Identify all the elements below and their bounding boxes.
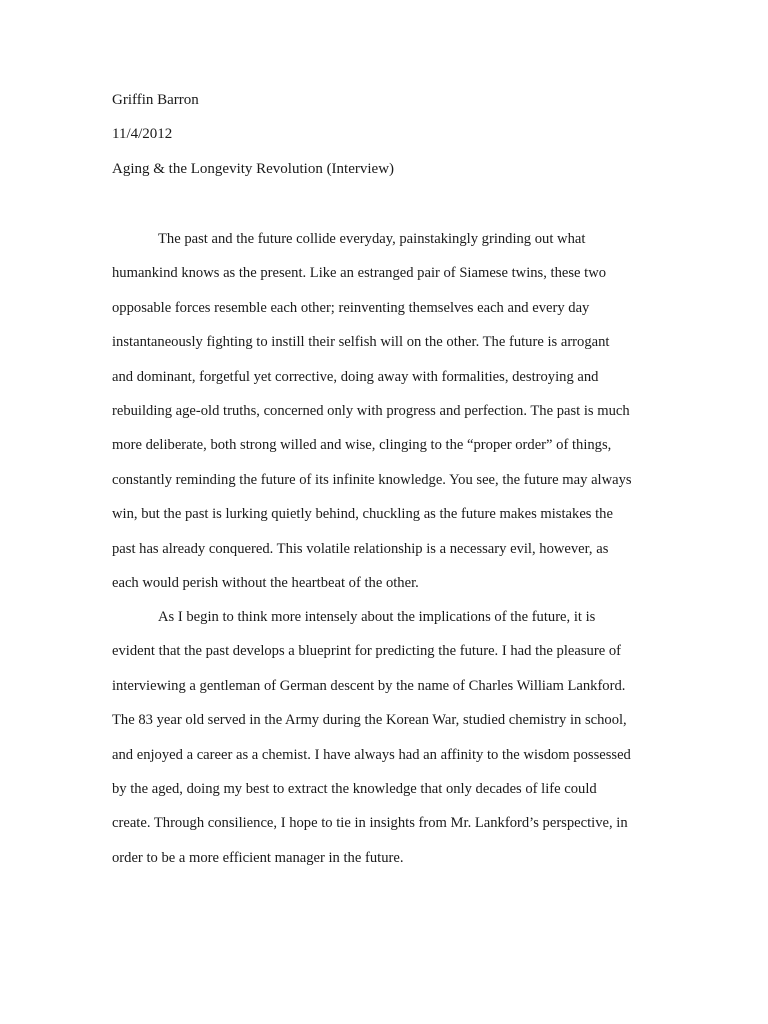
paragraph-line: constantly reminding the future of its infinite knowledge. You see, the future may always bbox=[112, 471, 632, 488]
paragraph-line: by the aged, doing my best to extract the knowledge that only decades of life could bbox=[112, 781, 597, 797]
paragraph-line: humankind knows as the present. Like an estranged pair of Siamese twins, these two bbox=[112, 265, 607, 282]
paragraph-line: past has already conquered. This volatile relationship is a necessary evil, however, as bbox=[112, 540, 609, 557]
paragraph-line: each would perish without the heartbeat of the other. bbox=[112, 575, 419, 591]
paragraph-line: and enjoyed a career as a chemist. I have always had an affinity to the wisdom possessed bbox=[112, 746, 631, 763]
paragraph-line: create. Through consilience, I hope to tie in insights from Mr. Lankford’s perspective, in bbox=[112, 815, 628, 832]
paragraph-line: rebuilding age-old truths, concerned only with progress and perfection. The past is much bbox=[112, 403, 630, 419]
document-date: 11/4/2012 bbox=[112, 126, 173, 142]
paragraph-line: evident that the past develops a blueprint for predicting the future. I had the pleasure of bbox=[112, 643, 621, 660]
author-name: Griffin Barron bbox=[112, 92, 199, 108]
paragraph-line: and dominant, forgetful yet corrective, doing away with formalities, destroying and bbox=[112, 368, 599, 385]
paragraph-line: opposable forces resemble each other; reinventing themselves each and every day bbox=[112, 299, 590, 316]
paragraph-line: instantaneously fighting to instill their selfish will on the other. The future is arrogant bbox=[112, 334, 610, 351]
paragraph-line: The past and the future collide everyday, painstakingly grinding out what bbox=[158, 231, 586, 247]
paragraph-line: win, but the past is lurking quietly behind, chuckling as the future makes mistakes the bbox=[112, 506, 613, 523]
paragraph-line: more deliberate, both strong willed and wise, clinging to the “proper order” of things, bbox=[112, 437, 612, 454]
paragraph-line: interviewing a gentleman of German descent by the name of Charles William Lankford. bbox=[112, 677, 626, 694]
paragraph-line: As I begin to think more intensely about the implications of the future, it is bbox=[158, 609, 596, 625]
paragraph-line: The 83 year old served in the Army during the Korean War, studied chemistry in school, bbox=[112, 712, 627, 729]
paragraph-line: order to be a more efficient manager in the future. bbox=[112, 849, 404, 866]
document-title: Aging & the Longevity Revolution (Interview) bbox=[112, 161, 395, 177]
